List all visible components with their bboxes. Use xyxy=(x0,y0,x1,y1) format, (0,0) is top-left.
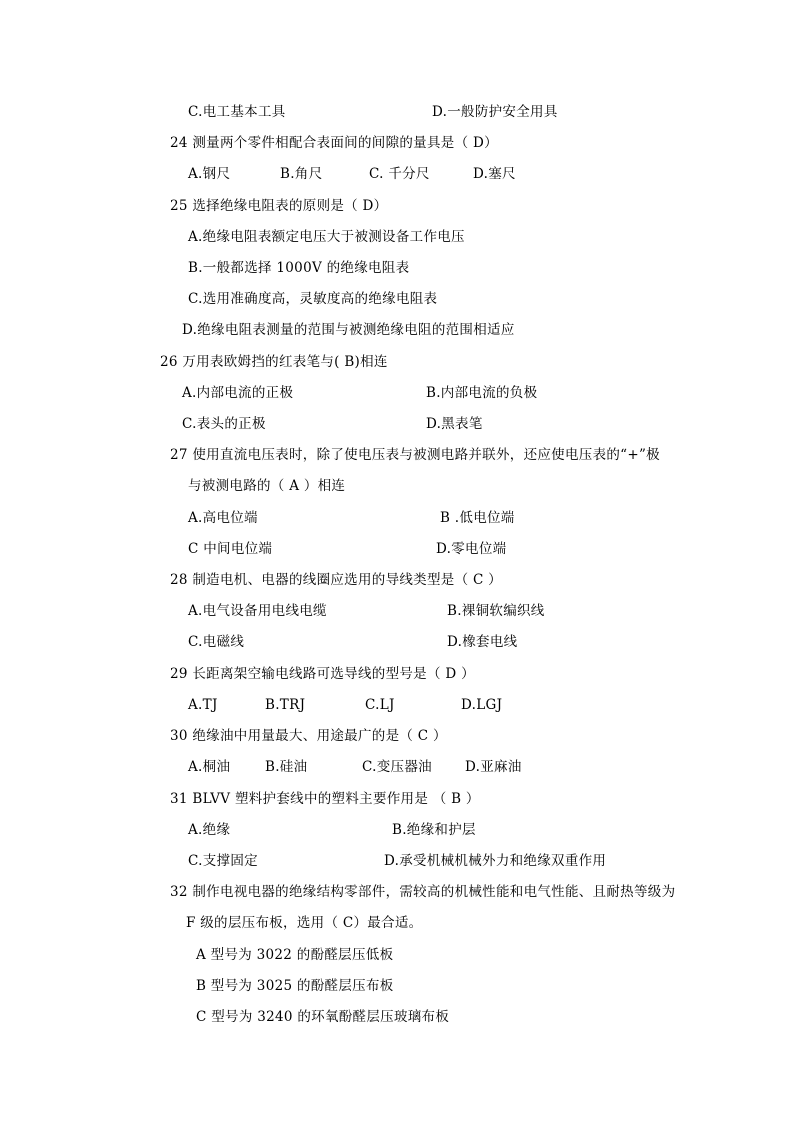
q27-option-b: B .低电位端 xyxy=(440,510,515,526)
q30-option-b: B.硅油 xyxy=(265,759,308,775)
q28-question: 28 制造电机、电器的线圈应选用的导线类型是（ C ） xyxy=(170,572,502,588)
q24-question: 24 测量两个零件相配合表面间的间隙的量具是（ D） xyxy=(170,135,498,151)
q25-option-c: C.选用准确度高，灵敏度高的绝缘电阻表 xyxy=(188,291,438,307)
q27-question-line2: 与被测电路的（ A ）相连 xyxy=(188,478,346,494)
q32-option-c: C 型号为 3240 的环氧酚醛层压玻璃布板 xyxy=(196,1009,450,1025)
q31-option-c: C.支撑固定 xyxy=(188,853,258,869)
q27-question-line1: 27 使用直流电压表时，除了使电压表与被测电路并联外，还应使电压表的“+”极 xyxy=(170,447,660,463)
q25-option-b: B.一般都选择 1000V 的绝缘电阻表 xyxy=(188,260,410,276)
q31-option-a: A.绝缘 xyxy=(188,822,231,838)
q28-option-b: B.裸铜软编织线 xyxy=(447,603,545,619)
q25-option-a: A.绝缘电阻表额定电压大于被测设备工作电压 xyxy=(188,229,465,245)
q24-option-a: A.钢尺 xyxy=(188,166,231,182)
q28-option-c: C.电磁线 xyxy=(188,634,245,650)
q32-option-a: A 型号为 3022 的酚醛层压低板 xyxy=(196,947,394,963)
q27-option-d: D.零电位端 xyxy=(436,541,507,557)
q26-option-c: C.表头的正极 xyxy=(182,416,266,432)
q30-option-a: A.桐油 xyxy=(188,759,231,775)
q24-option-d: D.塞尺 xyxy=(473,166,516,182)
q27-option-a: A.高电位端 xyxy=(188,510,258,526)
q23-option-c: C.电工基本工具 xyxy=(188,104,286,120)
q26-option-a: A.内部电流的正极 xyxy=(182,385,294,401)
q27-option-c: C 中间电位端 xyxy=(188,541,273,557)
q24-option-c: C. 千分尺 xyxy=(369,166,430,182)
q29-option-c: C.LJ xyxy=(365,697,395,713)
q29-option-a: A.TJ xyxy=(188,697,218,713)
q26-option-d: D.黑表笔 xyxy=(426,416,483,432)
q30-option-c: C.变压器油 xyxy=(362,759,432,775)
q32-question-line1: 32 制作电视电器的绝缘结构零部件，需较高的机械性能和电气性能、且耐热等级为 xyxy=(170,884,676,900)
q31-option-b: B.绝缘和护层 xyxy=(392,822,476,838)
q25-option-d: D.绝缘电阻表测量的范围与被测绝缘电阻的范围相适应 xyxy=(182,322,515,338)
q23-option-d: D.一般防护安全用具 xyxy=(432,104,558,120)
q24-option-b: B.角尺 xyxy=(280,166,323,182)
q29-question: 29 长距离架空输电线路可选导线的型号是（ D ） xyxy=(170,666,475,682)
q29-option-d: D.LGJ xyxy=(461,697,503,713)
q25-question: 25 选择绝缘电阻表的原则是（ D） xyxy=(170,198,388,214)
q32-option-b: B 型号为 3025 的酚醛层压布板 xyxy=(196,978,394,994)
q29-option-b: B.TRJ xyxy=(265,697,306,713)
q31-option-d: D.承受机械机械外力和绝缘双重作用 xyxy=(384,853,607,869)
q32-question-line2: F 级的层压布板，选用（ C）最合适。 xyxy=(186,915,423,931)
q26-option-b: B.内部电流的负极 xyxy=(426,385,538,401)
q28-option-d: D.橡套电线 xyxy=(447,634,518,650)
q31-question: 31 BLVV 塑料护套线中的塑料主要作用是 （ B ） xyxy=(170,791,480,807)
q30-option-d: D.亚麻油 xyxy=(465,759,522,775)
q30-question: 30 绝缘油中用量最大、用途最广的是（ C ） xyxy=(170,728,447,744)
q28-option-a: A.电气设备用电线电缆 xyxy=(188,603,327,619)
q26-question: 26 万用表欧姆挡的红表笔与( B)相连 xyxy=(160,354,388,370)
